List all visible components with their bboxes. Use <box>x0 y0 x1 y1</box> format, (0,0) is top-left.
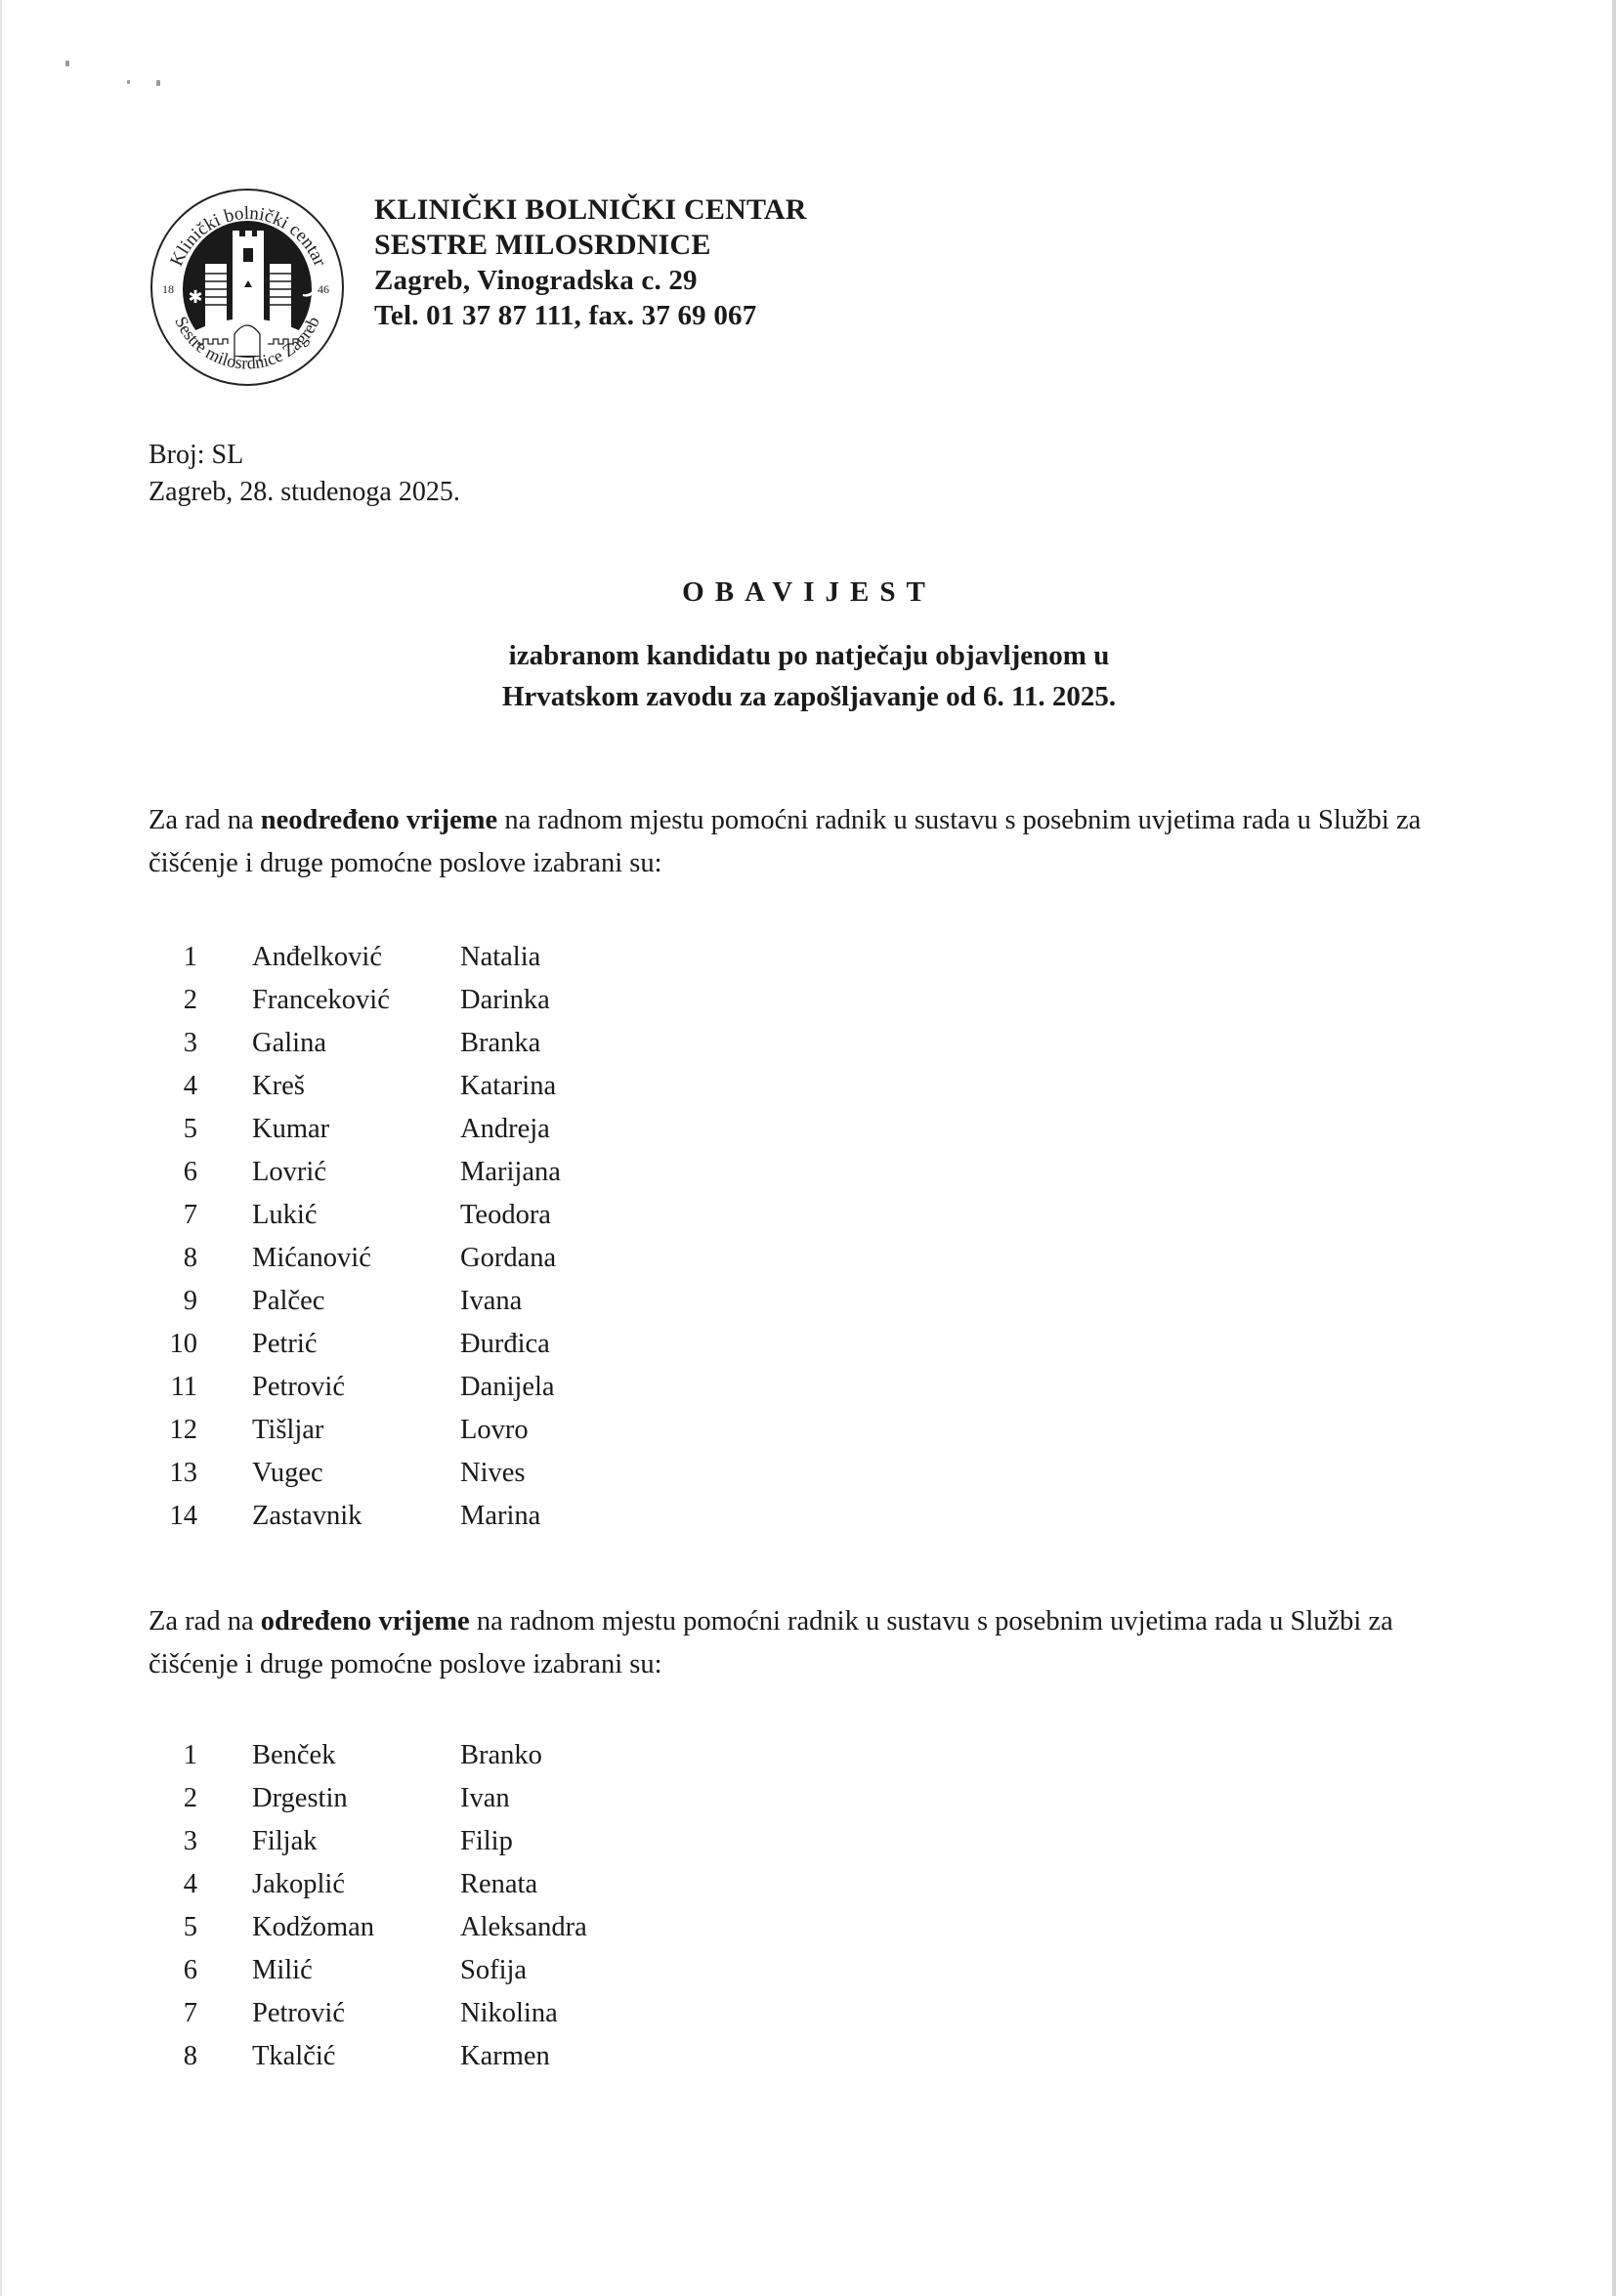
intro-text: Za rad na <box>149 805 261 835</box>
candidate-row <box>149 1777 637 1820</box>
candidate-surname: Petrić <box>252 1329 318 1359</box>
candidate-row <box>149 936 637 979</box>
candidate-firstname: Lovro <box>460 1415 529 1445</box>
candidate-surname: Galina <box>252 1028 326 1058</box>
candidate-firstname: Darinka <box>460 985 550 1015</box>
candidate-surname: Mićanović <box>252 1243 371 1273</box>
document-meta <box>149 437 460 511</box>
candidate-firstname: Ivana <box>460 1286 523 1316</box>
candidate-number: 11 <box>170 1372 197 1402</box>
candidate-firstname: Nikolina <box>460 1998 558 2028</box>
candidate-number: 1 <box>183 1740 197 1770</box>
candidate-surname: Drgestin <box>252 1783 348 1813</box>
candidate-row <box>149 979 637 1022</box>
candidate-firstname: Renata <box>460 1869 538 1899</box>
candidate-number: 2 <box>183 985 197 1015</box>
candidate-firstname: Marijana <box>460 1157 561 1187</box>
scan-edge-left <box>0 0 2 2296</box>
candidate-row <box>149 1734 637 1777</box>
candidate-surname: Jakoplić <box>252 1869 345 1899</box>
candidate-number: 14 <box>169 1501 197 1531</box>
scan-speck <box>127 80 130 84</box>
candidate-surname: Filjak <box>252 1826 318 1856</box>
candidate-surname: Petrović <box>252 1372 345 1402</box>
candidate-row <box>149 1863 637 1906</box>
candidate-surname: Lukić <box>252 1200 318 1230</box>
candidate-number: 4 <box>183 1869 197 1899</box>
candidate-firstname: Teodora <box>460 1200 551 1230</box>
candidate-number: 4 <box>183 1071 197 1101</box>
candidate-number: 6 <box>183 1955 197 1985</box>
candidate-row <box>149 1906 637 1949</box>
candidate-surname: Anđelković <box>252 942 382 972</box>
candidate-number: 12 <box>169 1415 197 1445</box>
candidate-surname: Kodžoman <box>252 1912 375 1942</box>
institution-name-line1: KLINIČKI BOLNIČKI CENTAR <box>374 193 807 226</box>
candidate-surname: Lovrić <box>252 1157 326 1187</box>
candidate-row <box>149 1949 637 1992</box>
candidate-firstname: Nives <box>460 1458 526 1488</box>
svg-text:Klinički bolnički centar: Klinički bolnički centar <box>166 202 330 270</box>
svg-text:Sestre milosrdnice Zagreb: Sestre milosrdnice Zagreb <box>171 313 323 373</box>
candidate-row <box>149 1495 637 1538</box>
candidate-number: 7 <box>183 1200 197 1230</box>
candidate-firstname: Filip <box>460 1826 513 1856</box>
institution-name-line2: SESTRE MILOSRDNICE <box>374 229 711 261</box>
candidate-number: 6 <box>183 1157 197 1187</box>
candidate-row <box>149 1323 637 1366</box>
candidate-firstname: Aleksandra <box>460 1912 587 1942</box>
intro-text: na radnom mjestu pomoćni radnik u sustavu s posebnim uvjetima rada u Službi za čišćenje i druge pomoćne poslove izabrani su: <box>149 805 1422 878</box>
candidate-surname: Zastavnik <box>252 1501 362 1531</box>
candidate-surname: Tišljar <box>252 1415 324 1445</box>
candidate-row <box>149 1992 637 2035</box>
candidate-number: 5 <box>183 1114 197 1144</box>
candidate-firstname: Andreja <box>460 1114 550 1144</box>
candidate-row <box>149 1366 637 1409</box>
candidate-number: 10 <box>169 1329 197 1359</box>
scan-speck <box>156 80 160 86</box>
candidate-firstname: Sofija <box>460 1955 528 1985</box>
scan-edge-right <box>1612 0 1616 2296</box>
candidate-row <box>149 1409 637 1452</box>
candidate-row <box>149 1065 637 1108</box>
institution-phone-fax: Tel. 01 37 87 111, fax. 37 69 067 <box>374 300 757 331</box>
candidate-number: 7 <box>183 1998 197 2028</box>
candidate-firstname: Katarina <box>460 1071 557 1101</box>
candidate-firstname: Đurđica <box>460 1329 550 1359</box>
place-and-date: Zagreb, 28. studenoga 2025. <box>149 477 460 507</box>
candidate-number: 3 <box>183 1826 197 1856</box>
candidate-firstname: Gordana <box>460 1243 557 1273</box>
candidate-row <box>149 1237 637 1280</box>
candidate-surname: Petrović <box>252 1998 345 2028</box>
candidate-row <box>149 1022 637 1065</box>
candidate-firstname: Ivan <box>460 1783 510 1813</box>
svg-text:✱: ✱ <box>188 287 203 307</box>
document-subtitle-line1: izabranom kandidatu po natječaju objavljenom u <box>508 640 1110 671</box>
employment-type-fixed-term: određeno vrijeme <box>260 1606 470 1637</box>
candidate-firstname: Karmen <box>460 2041 550 2071</box>
candidate-surname: Vugec <box>252 1458 323 1488</box>
candidate-surname: Palčec <box>252 1286 325 1316</box>
hospital-seal-icon <box>149 188 344 387</box>
candidate-firstname: Branka <box>460 1028 541 1058</box>
candidate-number: 3 <box>183 1028 197 1058</box>
candidate-list-permanent <box>149 936 637 1538</box>
candidate-row <box>149 1194 637 1237</box>
section-intro-permanent <box>149 799 1477 885</box>
intro-text: na radnom mjestu pomoćni radnik u sustavu s posebnim uvjetima rada u Službi za čišćenje i druge pomoćne poslove izabrani su: <box>149 1606 1393 1679</box>
document-subtitle-line2: Hrvatskom zavodu za zapošljavanje od 6. 11. 2025. <box>501 681 1117 712</box>
svg-text:46: 46 <box>318 282 329 296</box>
svg-text:18: 18 <box>162 282 174 296</box>
intro-text: Za rad na <box>149 1606 261 1637</box>
candidate-surname: Tkalčić <box>252 2041 336 2071</box>
candidate-surname: Kreš <box>252 1071 305 1101</box>
candidate-firstname: Natalia <box>460 942 541 972</box>
candidate-row <box>149 1108 637 1151</box>
institution-address: Zagreb, Vinogradska c. 29 <box>374 265 698 296</box>
candidate-number: 8 <box>183 1243 197 1273</box>
candidate-row <box>149 1452 637 1495</box>
candidate-surname: Franceković <box>252 985 390 1015</box>
candidate-number: 8 <box>183 2041 197 2071</box>
candidate-number: 5 <box>183 1912 197 1942</box>
candidate-firstname: Danijela <box>460 1372 555 1402</box>
candidate-surname: Milić <box>252 1955 313 1985</box>
candidate-row <box>149 1820 637 1863</box>
candidate-number: 2 <box>183 1783 197 1813</box>
candidate-row <box>149 1280 637 1323</box>
document-title: OBAVIJEST <box>682 576 936 608</box>
candidate-row <box>149 2035 637 2078</box>
candidate-row <box>149 1151 637 1194</box>
letterhead <box>374 192 807 333</box>
employment-type-permanent: neodređeno vrijeme <box>260 805 498 835</box>
candidate-surname: Benček <box>252 1740 336 1770</box>
candidate-surname: Kumar <box>252 1114 330 1144</box>
candidate-number: 1 <box>183 942 197 972</box>
document-number: Broj: SL <box>149 440 244 470</box>
candidate-firstname: Marina <box>460 1501 541 1531</box>
candidate-firstname: Branko <box>460 1740 542 1770</box>
section-intro-fixed-term <box>149 1600 1477 1686</box>
candidate-list-fixed-term <box>149 1734 637 2078</box>
candidate-number: 9 <box>183 1286 197 1316</box>
scan-speck <box>65 61 69 66</box>
candidate-number: 13 <box>169 1458 197 1488</box>
